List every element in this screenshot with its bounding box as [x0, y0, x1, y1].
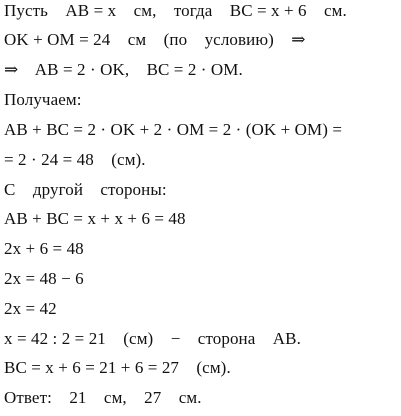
- solution-line-12: x = 42 : 2 = 21 (см) − сторона AB.: [4, 329, 301, 348]
- solution-line-8: AB + BC = x + x + 6 = 48: [4, 209, 186, 228]
- solution-line-1: Пусть AB = x см, тогда BC = x + 6 см.: [4, 1, 347, 20]
- solution-line-2: OK + OM = 24 см (по условию) ⇒: [4, 30, 306, 49]
- solution-line-11: 2x = 42: [4, 299, 57, 318]
- solution-line-3: ⇒ AB = 2 · OK, BC = 2 · OM.: [4, 60, 243, 79]
- solution-line-13: BC = x + 6 = 21 + 6 = 27 (см).: [4, 358, 231, 377]
- solution-line-9: 2x + 6 = 48: [4, 239, 84, 258]
- solution-line-7: С другой стороны:: [4, 180, 167, 199]
- solution-line-14: Ответ: 21 см, 27 см.: [4, 388, 202, 407]
- solution-line-4: Получаем:: [4, 90, 82, 109]
- solution-line-6: = 2 · 24 = 48 (см).: [4, 150, 146, 169]
- solution-line-10: 2x = 48 − 6: [4, 269, 84, 288]
- solution-line-5: AB + BC = 2 · OK + 2 · OM = 2 · (OK + OM) =: [4, 120, 343, 139]
